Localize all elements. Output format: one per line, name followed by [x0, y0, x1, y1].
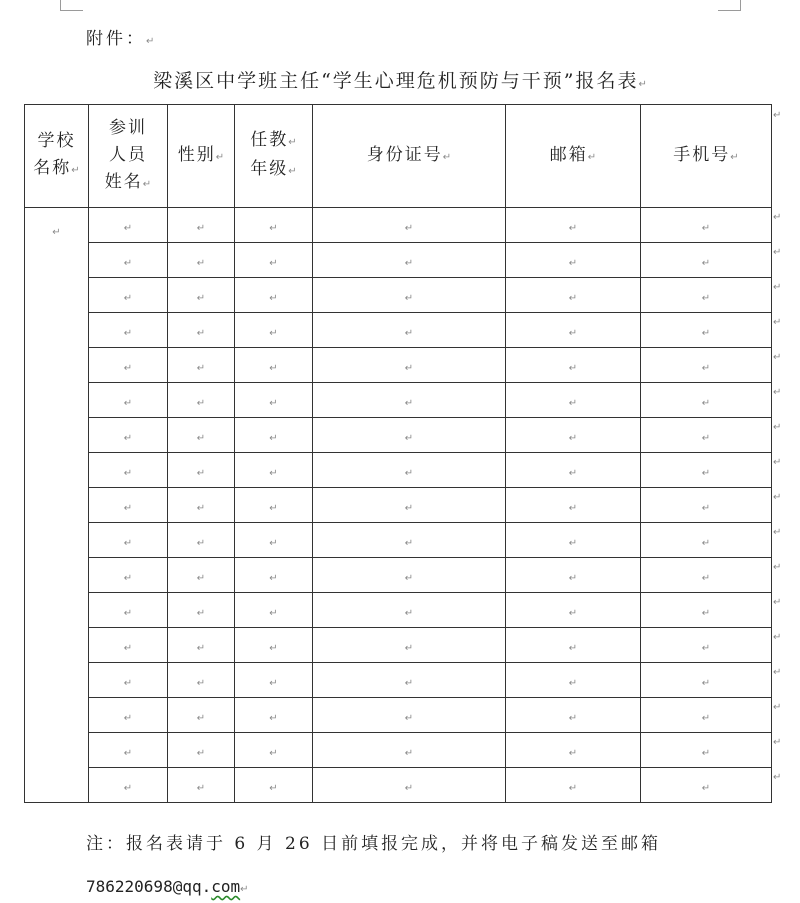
cell-end-mark: ↵	[701, 642, 711, 654]
cell-end-mark: ↵	[701, 362, 711, 374]
row-end-mark: ↵	[773, 212, 782, 223]
id-number-cell[interactable]	[313, 488, 506, 523]
cell-end-mark: ↵	[123, 642, 133, 654]
phone-cell[interactable]	[641, 593, 772, 628]
cell-end-mark: ↵	[196, 432, 206, 444]
email-cell[interactable]	[506, 663, 641, 698]
cell-end-mark: ↵	[269, 642, 278, 654]
header-gender: 性别↵	[168, 105, 235, 208]
cell-end-mark: ↵	[404, 642, 414, 654]
cell-end-mark: ↵	[269, 292, 278, 304]
phone-cell[interactable]	[641, 278, 772, 313]
id-number-cell[interactable]	[313, 313, 506, 348]
table-row	[25, 628, 772, 663]
gender-cell[interactable]	[168, 243, 235, 278]
cell-end-mark: ↵	[269, 327, 278, 339]
cell-end-mark: ↵	[123, 572, 133, 584]
table-row	[25, 348, 772, 383]
trainee-name-cell[interactable]	[89, 383, 168, 418]
cell-end-mark: ↵	[701, 292, 711, 304]
table-header-row	[25, 105, 772, 208]
cell-end-mark: ↵	[196, 292, 206, 304]
id-number-cell[interactable]	[313, 628, 506, 663]
header-school-name: 学校 名称↵	[25, 105, 89, 208]
email-cell[interactable]	[506, 453, 641, 488]
row-end-mark: ↵	[773, 527, 782, 538]
id-number-cell[interactable]	[313, 348, 506, 383]
cell-end-mark: ↵	[123, 537, 133, 549]
cell-end-mark: ↵	[568, 677, 578, 689]
cell-end-mark: ↵	[123, 502, 133, 514]
email-cell[interactable]	[506, 278, 641, 313]
trainee-name-cell[interactable]	[89, 488, 168, 523]
cell-end-mark: ↵	[701, 502, 711, 514]
email-suffix: com	[211, 877, 241, 896]
cell-end-mark: ↵	[701, 747, 711, 759]
cell-end-mark: ↵	[269, 712, 278, 724]
phone-cell[interactable]	[641, 733, 772, 768]
cell-end-mark: ↵	[196, 782, 206, 794]
cell-end-mark: ↵	[123, 432, 133, 444]
row-end-mark: ↵	[773, 352, 782, 363]
email-cell[interactable]	[506, 208, 641, 243]
phone-cell[interactable]	[641, 453, 772, 488]
trainee-name-cell[interactable]	[89, 628, 168, 663]
table-row	[25, 733, 772, 768]
page-corner-mark-right	[718, 0, 741, 11]
email-prefix: 786220698@qq.	[86, 877, 212, 896]
cell-end-mark: ↵	[269, 782, 278, 794]
cell-end-mark: ↵	[568, 292, 578, 304]
cell-end-mark: ↵	[269, 467, 278, 479]
note-line	[86, 829, 661, 854]
cell-end-mark: ↵	[701, 607, 711, 619]
gender-cell[interactable]	[168, 523, 235, 558]
cell-end-mark: ↵	[404, 537, 414, 549]
cell-end-mark: ↵	[269, 572, 278, 584]
id-number-cell[interactable]	[313, 383, 506, 418]
cell-end-mark: ↵	[568, 397, 578, 409]
cell-end-mark: ↵	[269, 362, 278, 374]
id-number-cell[interactable]	[313, 663, 506, 698]
email-cell[interactable]	[506, 768, 641, 803]
trainee-name-cell[interactable]	[89, 453, 168, 488]
cell-end-mark: ↵	[269, 537, 278, 549]
cell-end-mark: ↵	[123, 747, 133, 759]
cell-end-mark: ↵	[123, 397, 133, 409]
school-cell[interactable]	[25, 208, 89, 803]
cell-end-mark: ↵	[568, 537, 578, 549]
cell-end-mark: ↵	[701, 537, 711, 549]
trainee-name-cell[interactable]	[89, 593, 168, 628]
row-end-mark: ↵	[773, 737, 782, 748]
teaching-grade-cell[interactable]	[235, 628, 313, 663]
trainee-name-cell[interactable]	[89, 663, 168, 698]
table-row	[25, 208, 772, 243]
row-end-mark: ↵	[773, 597, 782, 608]
cell-end-mark: ↵	[701, 432, 711, 444]
table-row	[25, 768, 772, 803]
teaching-grade-cell[interactable]	[235, 593, 313, 628]
email-cell[interactable]	[506, 698, 641, 733]
teaching-grade-cell[interactable]	[235, 243, 313, 278]
teaching-grade-cell[interactable]	[235, 488, 313, 523]
cell-end-mark: ↵	[196, 642, 206, 654]
cell-end-mark: ↵	[568, 607, 578, 619]
cell-end-mark: ↵	[701, 222, 711, 234]
header-trainee-name: 参训 人员 姓名↵	[89, 105, 168, 208]
cell-end-mark: ↵	[701, 397, 711, 409]
teaching-grade-cell[interactable]	[235, 663, 313, 698]
cell-end-mark: ↵	[404, 607, 414, 619]
id-number-cell[interactable]	[313, 453, 506, 488]
cell-end-mark: ↵	[269, 432, 278, 444]
cell-end-mark: ↵	[196, 502, 206, 514]
teaching-grade-cell[interactable]	[235, 383, 313, 418]
trainee-name-cell[interactable]	[89, 768, 168, 803]
phone-cell[interactable]	[641, 348, 772, 383]
cell-end-mark: ↵	[404, 222, 414, 234]
phone-cell[interactable]	[641, 383, 772, 418]
trainee-name-cell[interactable]	[89, 348, 168, 383]
cell-end-mark: ↵	[568, 257, 578, 269]
cell-end-mark: ↵	[123, 257, 133, 269]
gender-cell[interactable]	[168, 383, 235, 418]
row-end-mark: ↵	[773, 110, 782, 121]
cell-end-mark: ↵	[196, 222, 206, 234]
email-cell[interactable]	[506, 523, 641, 558]
id-number-cell[interactable]	[313, 418, 506, 453]
note-text: 注：报名表请于 6 月 26 日前填报完成，并将电子稿发送至邮箱	[86, 834, 662, 854]
table-row	[25, 313, 772, 348]
row-end-mark: ↵	[773, 562, 782, 573]
document-title-line	[0, 66, 800, 93]
cell-end-mark: ↵	[568, 327, 578, 339]
cell-end-mark: ↵	[123, 362, 133, 374]
row-end-mark: ↵	[773, 702, 782, 713]
gender-cell[interactable]	[168, 733, 235, 768]
table-row	[25, 453, 772, 488]
teaching-grade-cell[interactable]	[235, 418, 313, 453]
cell-end-mark: ↵	[701, 677, 711, 689]
row-end-mark: ↵	[773, 667, 782, 678]
table-row	[25, 418, 772, 453]
table-row	[25, 278, 772, 313]
cell-end-mark: ↵	[269, 677, 278, 689]
cell-end-mark: ↵	[123, 292, 133, 304]
cell-end-mark: ↵	[701, 257, 711, 269]
table-body	[25, 208, 772, 803]
email-cell[interactable]	[506, 488, 641, 523]
cell-end-mark: ↵	[568, 782, 578, 794]
table-row	[25, 243, 772, 278]
cell-end-mark: ↵	[701, 467, 711, 479]
gender-cell[interactable]	[168, 628, 235, 663]
page-corner-mark-left	[60, 0, 83, 11]
phone-cell[interactable]	[641, 418, 772, 453]
row-end-mark: ↵	[773, 387, 782, 398]
table-row	[25, 698, 772, 733]
row-end-mark: ↵	[773, 282, 782, 293]
cell-end-mark: ↵	[196, 467, 206, 479]
cell-end-mark: ↵	[269, 502, 278, 514]
email-cell[interactable]	[506, 558, 641, 593]
cell-end-mark: ↵	[196, 537, 206, 549]
phone-cell[interactable]	[641, 523, 772, 558]
cell-end-mark: ↵	[52, 227, 61, 238]
gender-cell[interactable]	[168, 278, 235, 313]
row-end-mark: ↵	[773, 317, 782, 328]
phone-cell[interactable]	[641, 628, 772, 663]
cell-end-mark: ↵	[701, 712, 711, 724]
cell-end-mark: ↵	[123, 327, 133, 339]
row-end-mark: ↵	[773, 247, 782, 258]
gender-cell[interactable]	[168, 488, 235, 523]
cell-end-mark: ↵	[269, 257, 278, 269]
table-row	[25, 523, 772, 558]
cell-end-mark: ↵	[568, 362, 578, 374]
gender-cell[interactable]	[168, 418, 235, 453]
cell-end-mark: ↵	[701, 327, 711, 339]
cell-end-mark: ↵	[404, 747, 414, 759]
id-number-cell[interactable]	[313, 208, 506, 243]
header-id-number: 身份证号↵	[313, 105, 506, 208]
trainee-name-cell[interactable]	[89, 558, 168, 593]
cell-end-mark: ↵	[701, 572, 711, 584]
email-cell[interactable]	[506, 628, 641, 663]
email-cell[interactable]	[506, 733, 641, 768]
cell-end-mark: ↵	[269, 747, 278, 759]
trainee-name-cell[interactable]	[89, 313, 168, 348]
teaching-grade-cell[interactable]	[235, 698, 313, 733]
email-line	[86, 877, 249, 896]
cell-end-mark: ↵	[404, 572, 414, 584]
cell-end-mark: ↵	[269, 397, 278, 409]
trainee-name-cell[interactable]	[89, 733, 168, 768]
cell-end-mark: ↵	[123, 467, 133, 479]
teaching-grade-cell[interactable]	[235, 278, 313, 313]
cell-end-mark: ↵	[123, 607, 133, 619]
trainee-name-cell[interactable]	[89, 698, 168, 733]
phone-cell[interactable]	[641, 208, 772, 243]
id-number-cell[interactable]	[313, 698, 506, 733]
table-row	[25, 593, 772, 628]
cell-end-mark: ↵	[568, 502, 578, 514]
cell-end-mark: ↵	[404, 327, 414, 339]
phone-cell[interactable]	[641, 768, 772, 803]
teaching-grade-cell[interactable]	[235, 558, 313, 593]
cell-end-mark: ↵	[269, 222, 278, 234]
id-number-cell[interactable]	[313, 768, 506, 803]
id-number-cell[interactable]	[313, 243, 506, 278]
cell-end-mark: ↵	[123, 677, 133, 689]
cell-end-mark: ↵	[123, 712, 133, 724]
cell-end-mark: ↵	[269, 607, 278, 619]
table-row	[25, 383, 772, 418]
cell-end-mark: ↵	[196, 607, 206, 619]
cell-end-mark: ↵	[123, 222, 133, 234]
cell-end-mark: ↵	[568, 712, 578, 724]
table-row	[25, 558, 772, 593]
teaching-grade-cell[interactable]	[235, 733, 313, 768]
row-end-mark: ↵	[773, 632, 782, 643]
cell-end-mark: ↵	[404, 467, 414, 479]
cell-end-mark: ↵	[404, 362, 414, 374]
email-cell[interactable]	[506, 383, 641, 418]
trainee-name-cell[interactable]	[89, 523, 168, 558]
table-row	[25, 488, 772, 523]
id-number-cell[interactable]	[313, 733, 506, 768]
trainee-name-cell[interactable]	[89, 418, 168, 453]
gender-cell[interactable]	[168, 768, 235, 803]
document-title: 梁溪区中学班主任“学生心理危机预防与干预”报名表	[153, 70, 639, 92]
cell-end-mark: ↵	[404, 677, 414, 689]
teaching-grade-cell[interactable]	[235, 208, 313, 243]
registration-table	[24, 104, 772, 803]
cell-end-mark: ↵	[196, 712, 206, 724]
id-number-cell[interactable]	[313, 278, 506, 313]
cell-end-mark: ↵	[404, 432, 414, 444]
cell-end-mark: ↵	[196, 677, 206, 689]
gender-cell[interactable]	[168, 558, 235, 593]
phone-cell[interactable]	[641, 488, 772, 523]
cell-end-mark: ↵	[196, 257, 206, 269]
paragraph-mark: ↵	[638, 79, 647, 90]
phone-cell[interactable]	[641, 243, 772, 278]
cell-end-mark: ↵	[196, 362, 206, 374]
gender-cell[interactable]	[168, 348, 235, 383]
cell-end-mark: ↵	[196, 327, 206, 339]
trainee-name-cell[interactable]	[89, 208, 168, 243]
phone-cell[interactable]	[641, 558, 772, 593]
cell-end-mark: ↵	[568, 222, 578, 234]
id-number-cell[interactable]	[313, 558, 506, 593]
cell-end-mark: ↵	[404, 782, 414, 794]
id-number-cell[interactable]	[313, 523, 506, 558]
header-email: 邮箱↵	[506, 105, 641, 208]
cell-end-mark: ↵	[404, 502, 414, 514]
gender-cell[interactable]	[168, 698, 235, 733]
teaching-grade-cell[interactable]	[235, 768, 313, 803]
teaching-grade-cell[interactable]	[235, 453, 313, 488]
cell-end-mark: ↵	[196, 397, 206, 409]
cell-end-mark: ↵	[568, 642, 578, 654]
row-end-mark: ↵	[773, 422, 782, 433]
table-row	[25, 663, 772, 698]
attachment-label-line	[86, 24, 154, 49]
cell-end-mark: ↵	[568, 467, 578, 479]
paragraph-mark: ↵	[240, 884, 249, 895]
cell-end-mark: ↵	[196, 572, 206, 584]
row-end-mark: ↵	[773, 492, 782, 503]
cell-end-mark: ↵	[404, 292, 414, 304]
trainee-name-cell[interactable]	[89, 278, 168, 313]
gender-cell[interactable]	[168, 313, 235, 348]
phone-cell[interactable]	[641, 313, 772, 348]
cell-end-mark: ↵	[404, 397, 414, 409]
email-cell[interactable]	[506, 348, 641, 383]
teaching-grade-cell[interactable]	[235, 523, 313, 558]
gender-cell[interactable]	[168, 453, 235, 488]
email-cell[interactable]	[506, 313, 641, 348]
email-cell[interactable]	[506, 243, 641, 278]
teaching-grade-cell[interactable]	[235, 348, 313, 383]
cell-end-mark: ↵	[701, 782, 711, 794]
cell-end-mark: ↵	[404, 257, 414, 269]
cell-end-mark: ↵	[123, 782, 133, 794]
row-end-mark: ↵	[773, 457, 782, 468]
trainee-name-cell[interactable]	[89, 243, 168, 278]
cell-end-mark: ↵	[568, 747, 578, 759]
cell-end-mark: ↵	[404, 712, 414, 724]
cell-end-mark: ↵	[568, 572, 578, 584]
id-number-cell[interactable]	[313, 593, 506, 628]
email-cell[interactable]	[506, 593, 641, 628]
phone-cell[interactable]	[641, 663, 772, 698]
cell-end-mark: ↵	[196, 747, 206, 759]
paragraph-mark: ↵	[146, 36, 155, 47]
header-teaching-grade: 任教↵ 年级↵	[235, 105, 313, 208]
row-end-mark: ↵	[773, 772, 782, 783]
gender-cell[interactable]	[168, 593, 235, 628]
teaching-grade-cell[interactable]	[235, 313, 313, 348]
phone-cell[interactable]	[641, 698, 772, 733]
header-phone: 手机号↵	[641, 105, 772, 208]
cell-end-mark: ↵	[568, 432, 578, 444]
gender-cell[interactable]	[168, 663, 235, 698]
gender-cell[interactable]	[168, 208, 235, 243]
email-cell[interactable]	[506, 418, 641, 453]
attachment-label: 附件：	[86, 29, 146, 49]
